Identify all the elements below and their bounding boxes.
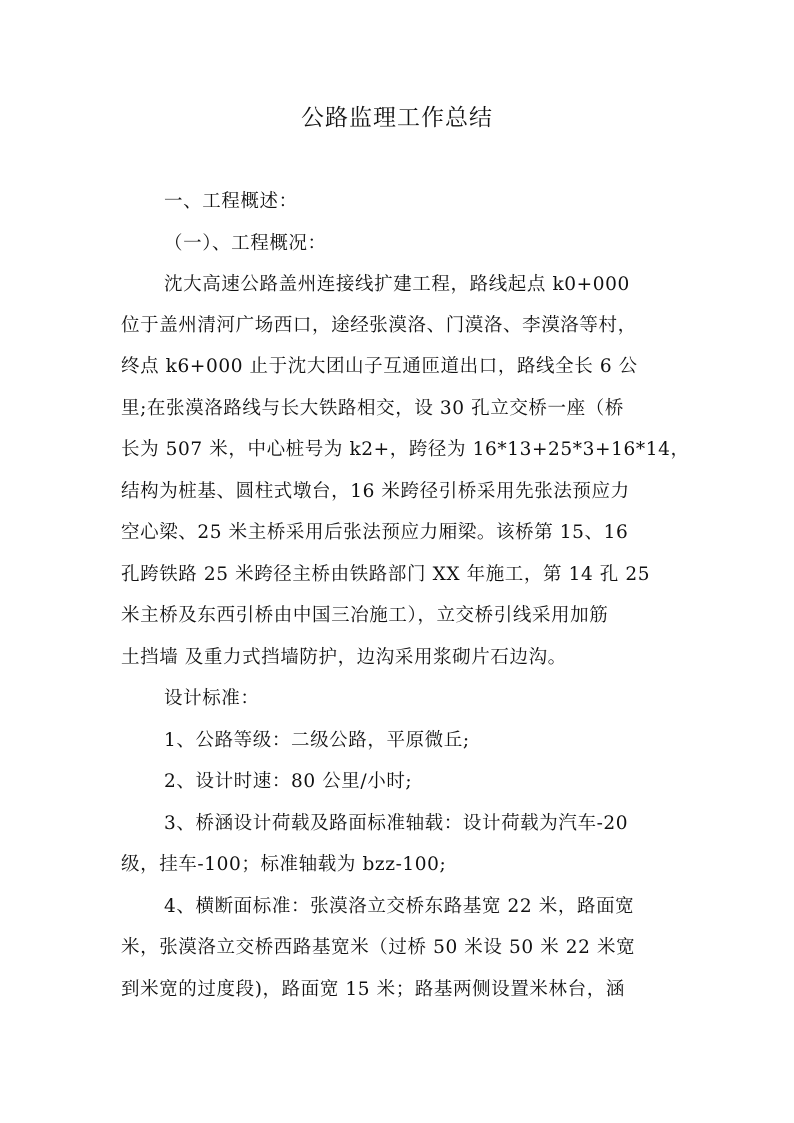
document-title: 公路监理工作总结	[301, 105, 493, 131]
list-item-continuation: 米，张漠洛立交桥西路基宽米（过桥 50 米设 50 米 22 米宽	[121, 937, 636, 958]
subsection-heading-project-overview: （一）、工程概况：	[164, 233, 327, 254]
section-heading-overview: 一、工程概述：	[164, 191, 298, 212]
list-item: 4、横断面标准：张漠洛立交桥东路基宽 22 米，路面宽	[164, 896, 635, 917]
paragraph-line: 终点 k6+000 止于沈大团山子互通匝道出口，路线全长 6 公	[121, 356, 638, 377]
list-item: 3、桥涵设计荷载及路面标准轴载：设计荷载为汽车-20	[164, 813, 629, 834]
paragraph-line: 位于盖州清河广场西口，途经张漠洛、门漠洛、李漠洛等村，	[121, 315, 637, 336]
paragraph-line: 米主桥及东西引桥由中国三冶施工），立交桥引线采用加筋	[121, 605, 609, 626]
list-item-continuation: 级，挂车-100；标准轴载为 bzz-100;	[121, 854, 447, 875]
list-item: 1、公路等级：二级公路，平原微丘;	[164, 730, 470, 751]
paragraph-line: 沈大高速公路盖州连接线扩建工程，路线起点 k0+000	[164, 274, 630, 295]
design-standards-heading: 设计标准：	[164, 688, 260, 709]
paragraph-line: 长为 507 米，中心桩号为 k2+，跨径为 16*13+25*3+16*14，	[121, 439, 690, 460]
paragraph-line: 里;在张漠洛路线与长大铁路相交，设 30 孔立交桥一座（桥	[121, 398, 624, 419]
paragraph-line: 孔跨铁路 25 米跨径主桥由铁路部门 XX 年施工，第 14 孔 25	[121, 564, 651, 585]
paragraph-line: 土挡墙 及重力式挡墙防护，边沟采用浆砌片石边沟。	[121, 647, 567, 668]
list-item-continuation: 到米宽的过度段)，路面宽 15 米；路基两侧设置米林台，涵	[121, 979, 625, 1000]
paragraph-line: 空心梁、25 米主桥采用后张法预应力厢梁。该桥第 15、16	[121, 522, 629, 543]
paragraph-line: 结构为桩基、圆柱式墩台，16 米跨径引桥采用先张法预应力	[121, 481, 630, 502]
list-item: 2、设计时速：80 公里/小时;	[164, 771, 413, 792]
